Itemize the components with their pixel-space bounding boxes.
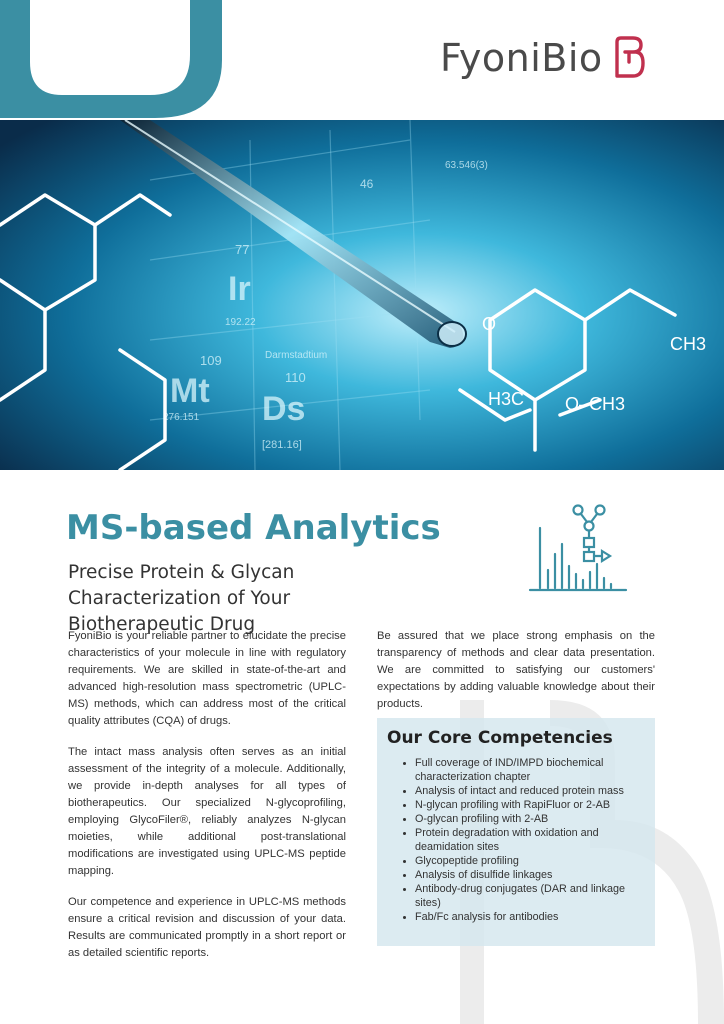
list-item: • Fab/Fc analysis for antibodies	[415, 910, 643, 924]
competencies-list	[387, 756, 643, 924]
element-symbol-mt: Mt	[170, 372, 210, 410]
list-item: • Analysis of intact and reduced protein mass	[415, 784, 643, 798]
list-item: • O-glycan profiling with 2-AB	[415, 812, 643, 826]
element-symbol-ir: Ir	[228, 270, 251, 308]
assurance-paragraph: Be assured that we place strong emphasis on the transparency of methods and clear data presentation. We are committed to satisfying our customers' expectations by adding valuable knowledge about their products.	[377, 630, 655, 710]
page-subtitle: Precise Protein & Glycan Characterization of Your Biotherapeutic Drug	[68, 562, 295, 635]
hero-label-och3: O–CH3	[565, 394, 626, 414]
list-item: • N-glycan profiling with RapiFluor or 2-AB	[415, 798, 643, 812]
intro-paragraph-3: Our competence and experience in UPLC-MS methods ensure a critical revision and discussion of your data. Results are communicated promptly in a short report or as detailed scientific reports.	[68, 896, 346, 959]
hero-label-o: O	[482, 314, 497, 334]
list-item: • Protein degradation with oxidation and deamidation sites	[415, 826, 643, 854]
intro-paragraph-1: FyoniBio is your reliable partner to elucidate the precise characteristics of your molecule in line with regulatory requirements. We are skilled in state-of-the-art and advanced high-resolution mass spectrometric (UPLC-MS) methods, which can address most of the critical quality attributes (CQA) of drugs.	[68, 630, 346, 727]
element-number-mt: 109	[200, 353, 222, 368]
mass-spectrum-icon	[528, 500, 628, 596]
list-item: • Glycopeptide profiling	[415, 854, 643, 868]
intro-column	[68, 628, 346, 976]
hero-label-mass-mt: 276.151	[163, 412, 200, 423]
element-symbol-ds: Ds	[262, 390, 306, 428]
competencies-heading: Our Core Competencies	[387, 728, 613, 748]
core-competencies-box	[377, 718, 655, 946]
element-number-ir: 77	[235, 242, 250, 257]
brand-mark-icon	[611, 34, 647, 82]
list-item: • Full coverage of IND/IMPD biochemical characterization chapter	[415, 756, 643, 784]
element-name-ds: Darmstadtium	[265, 350, 328, 361]
list-item: • Antibody-drug conjugates (DAR and linkage sites)	[415, 882, 643, 910]
hero-label-mass-ir: 192.22	[225, 317, 256, 328]
hero-lab-image	[0, 120, 724, 470]
assurance-column	[377, 628, 655, 713]
hero-label-mass: 63.546(3)	[445, 160, 488, 171]
element-mass-ds: [281.16]	[262, 439, 302, 451]
decorative-arc-top	[0, 0, 260, 120]
hero-label-h3c: H3C	[488, 389, 525, 409]
element-number-ds: 110	[285, 370, 306, 385]
list-item: • Analysis of disulfide linkages	[415, 868, 643, 882]
page-title: MS-based Analytics	[66, 508, 441, 548]
hero-label-ch3: CH3	[670, 334, 707, 354]
intro-paragraph-2: The intact mass analysis often serves as an initial assessment of the integrity of a molecule. Additionally, we provide in-depth analyses for all types of biotherapeutics. Our specialized N-glycoprofiling, employing GlycoFiler®, reliably analyzes N-glycan moieties, while additional post-translational modifications are investigated using UPLC-MS peptide mapping.	[68, 746, 346, 877]
hero-label-46: 46	[360, 177, 374, 191]
brand-name: FyoniBio	[440, 36, 603, 80]
brand-logo[interactable]	[440, 28, 690, 88]
